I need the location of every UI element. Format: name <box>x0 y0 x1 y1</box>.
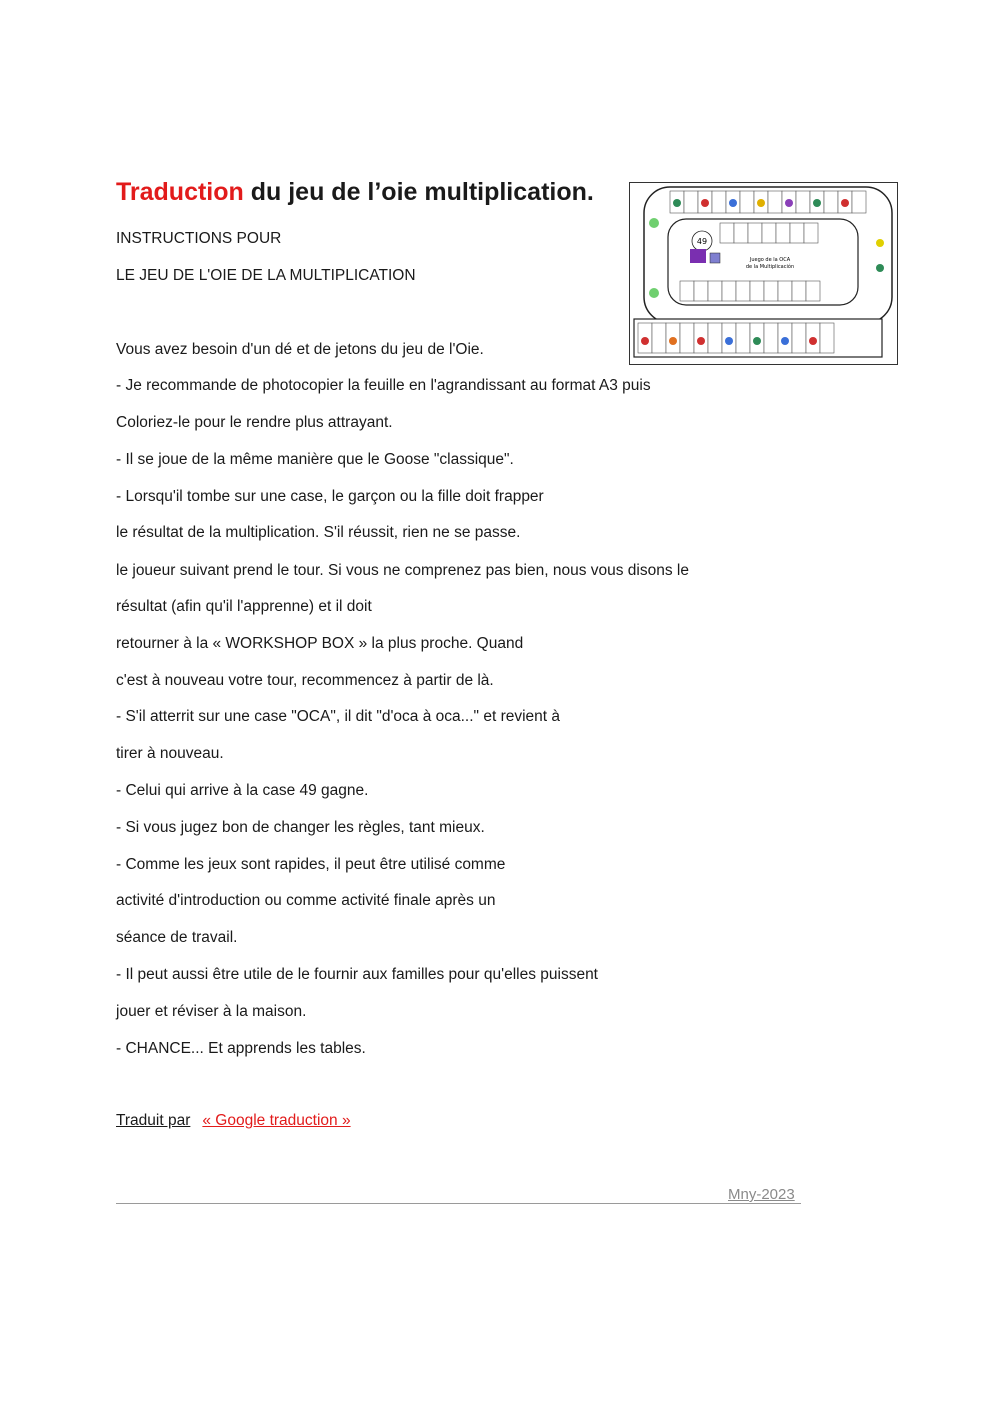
instruction-line: - Si vous jugez bon de changer les règles, tant mieux. <box>116 819 485 836</box>
game-board-illustration <box>630 183 897 364</box>
credit-prefix: Traduit par <box>116 1112 191 1129</box>
finish-cell-number: 49 <box>696 237 708 246</box>
instruction-line: le joueur suivant prend le tour. Si vous ne comprenez pas bien, nous vous disons le <box>116 562 689 579</box>
footer-date: Mny-2023 <box>728 1186 795 1203</box>
board-center-label-2: de la Multiplicación <box>745 264 795 270</box>
instruction-line: - Je recommande de photocopier la feuille en l'agrandissant au format A3 puis <box>116 377 651 394</box>
instruction-line: séance de travail. <box>116 929 238 946</box>
title-rest: du jeu de l’oie multiplication. <box>243 178 594 206</box>
instruction-line: c'est à nouveau votre tour, recommencez à partir de là. <box>116 672 494 689</box>
instruction-line: - S'il atterrit sur une case "OCA", il dit "d'oca à oca..." et revient à <box>116 708 561 725</box>
instruction-line: - Il peut aussi être utile de le fournir aux familles pour qu'elles puissent <box>116 966 598 983</box>
instruction-line: jouer et réviser à la maison. <box>116 1003 307 1020</box>
instruction-line: le résultat de la multiplication. S'il réussit, rien ne se passe. <box>116 524 521 541</box>
board-center-label-1: Juego de la OCA <box>749 257 791 263</box>
instruction-line: - Lorsqu'il tombe sur une case, le garçon ou la fille doit frapper <box>116 488 544 505</box>
instruction-line: Coloriez-le pour le rendre plus attrayant. <box>116 414 393 431</box>
instruction-line: - CHANCE... Et apprends les tables. <box>116 1040 366 1057</box>
heading-game-name: LE JEU DE L'OIE DE LA MULTIPLICATION <box>116 267 416 284</box>
instruction-line: activité d'introduction ou comme activité finale après un <box>116 892 496 909</box>
google-translate-link[interactable]: « Google traduction » <box>202 1112 351 1129</box>
instruction-line: retourner à la « WORKSHOP BOX » la plus proche. Quand <box>116 635 524 652</box>
title-highlight: Traduction <box>116 178 244 206</box>
translation-credit <box>116 1112 351 1130</box>
heading-instructions: INSTRUCTIONS POUR <box>116 230 282 247</box>
instruction-line: - Comme les jeux sont rapides, il peut être utilisé comme <box>116 856 506 873</box>
game-board-image <box>629 182 898 365</box>
instruction-line: tirer à nouveau. <box>116 745 224 762</box>
instruction-line: Vous avez besoin d'un dé et de jetons du jeu de l'Oie. <box>116 341 484 358</box>
instruction-line: - Il se joue de la même manière que le Goose "classique". <box>116 451 514 468</box>
page-title <box>116 178 594 207</box>
instruction-line: - Celui qui arrive à la case 49 gagne. <box>116 782 369 799</box>
instruction-line: résultat (afin qu'il l'apprenne) et il doit <box>116 598 372 615</box>
footer-divider <box>116 1203 801 1204</box>
